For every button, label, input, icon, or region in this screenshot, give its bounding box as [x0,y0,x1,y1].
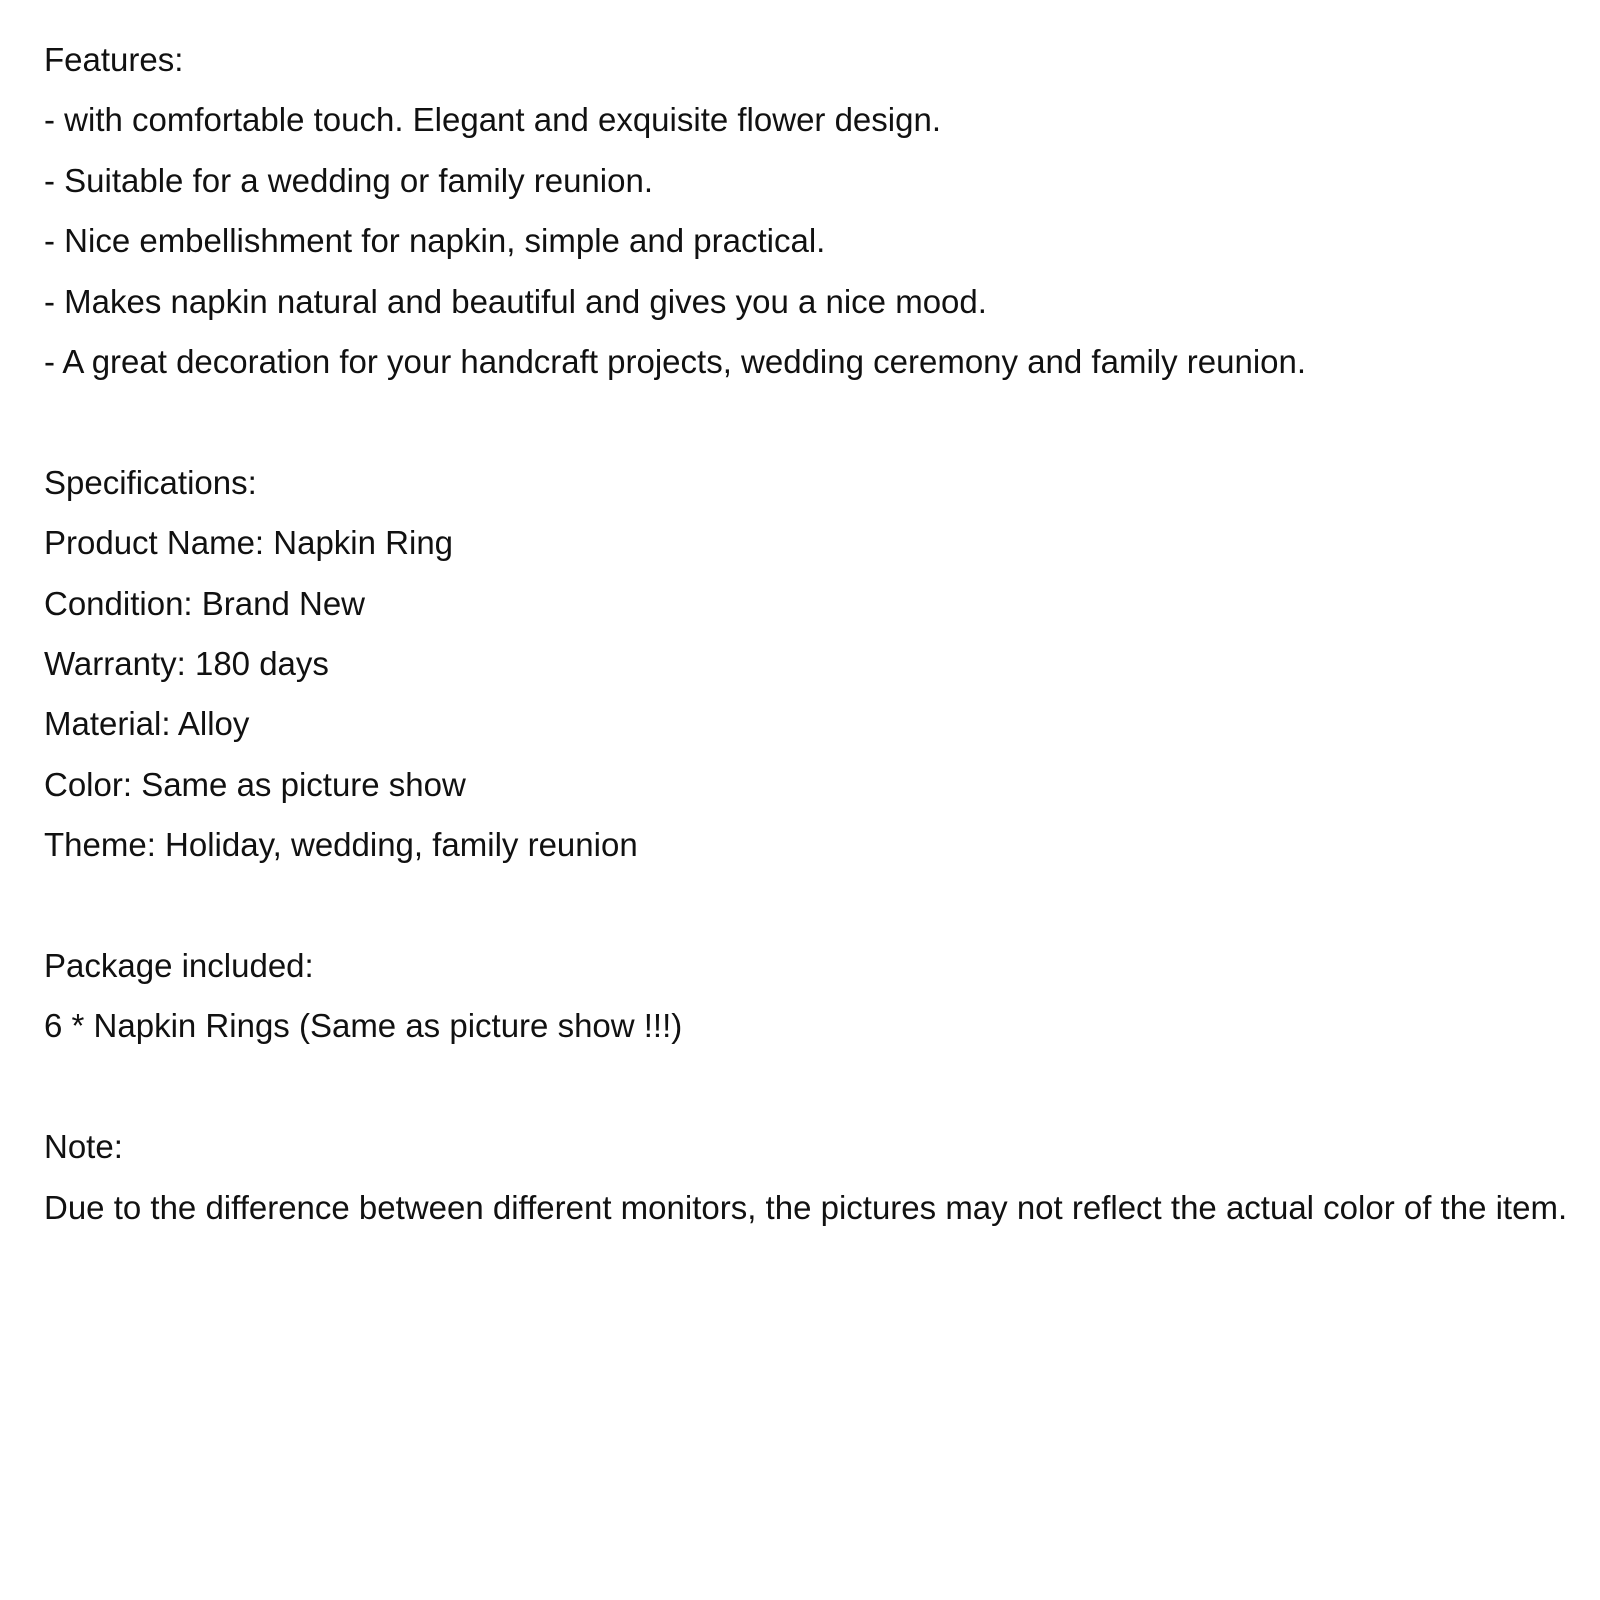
feature-item: - Nice embellishment for napkin, simple and practical. [44,222,826,260]
specifications-section [44,453,1600,876]
spec-item: Color: Same as picture show [44,765,466,803]
spec-item: Material: Alloy [44,705,250,743]
feature-item: - Makes napkin natural and beautiful and gives you a nice mood. [44,282,987,320]
features-heading: Features: [44,41,184,78]
spec-item: Condition: Brand New [44,584,366,622]
package-item: 6 * Napkin Rings (Same as picture show !!!) [44,1007,683,1045]
note-heading: Note: [44,1128,123,1166]
feature-item: - A great decoration for your handcraft projects, wedding ceremony and family reunion. [44,343,1307,381]
specifications-heading: Specifications: [44,463,257,501]
feature-item: - with comfortable touch. Elegant and exquisite flower design. [44,101,941,139]
note-section [44,1117,1600,1238]
spec-item: Product Name: Napkin Ring [44,524,454,562]
section-spacer [44,1057,1600,1117]
note-text: Due to the difference between different monitors, the pictures may not reflect the actual color of the item. [44,1188,1568,1226]
features-section [44,30,1600,392]
package-section [44,936,1600,1057]
section-spacer [44,392,1600,452]
spec-item: Warranty: 180 days [44,645,329,683]
spec-item: Theme: Holiday, wedding, family reunion [44,826,638,864]
package-heading: Package included: [44,947,314,985]
section-spacer [44,876,1600,936]
feature-item: - Suitable for a wedding or family reunion. [44,161,653,199]
